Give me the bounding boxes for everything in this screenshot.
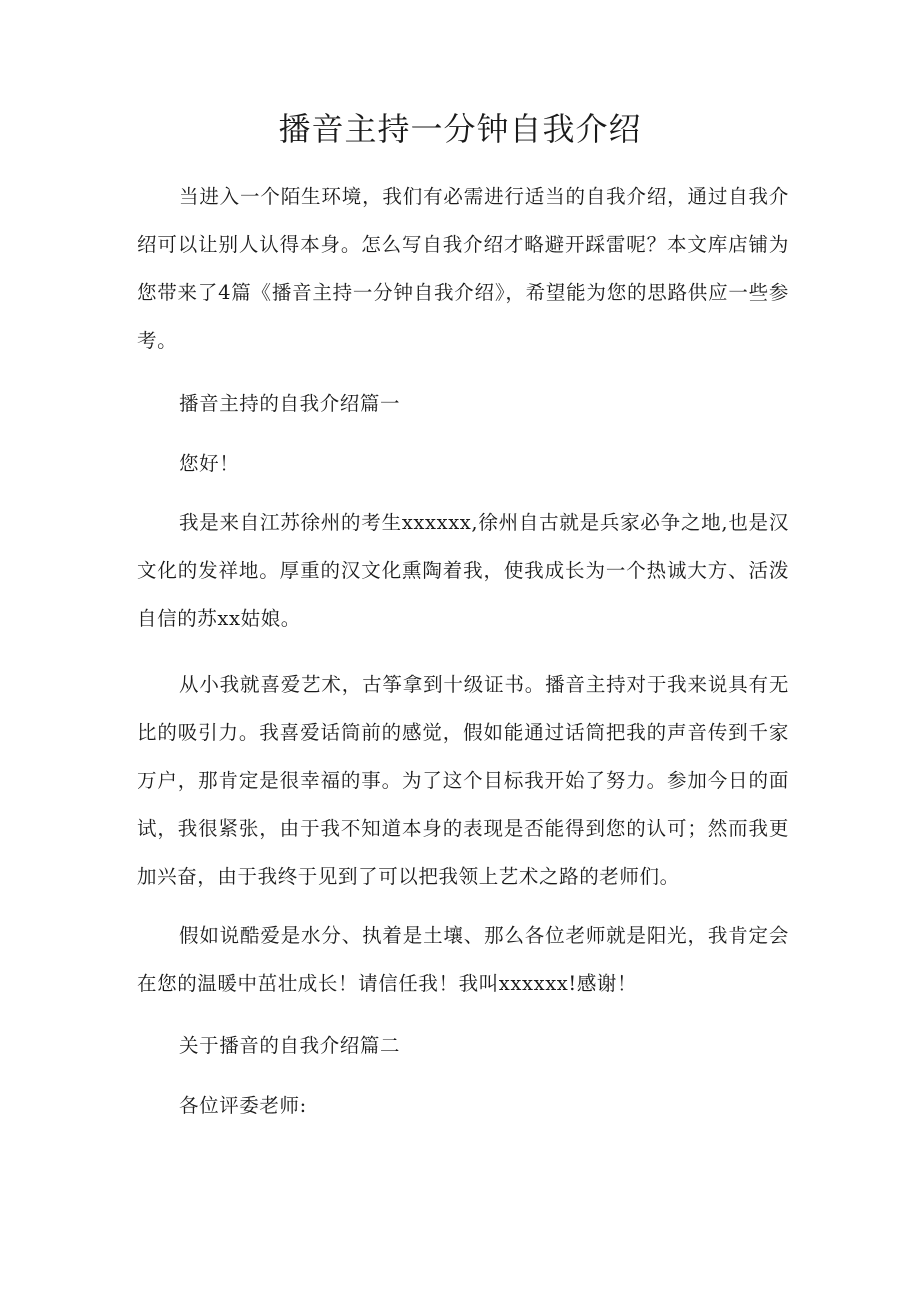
document-title: 播音主持一分钟自我介绍 [278, 110, 642, 148]
section1-greeting: 您好！ [179, 452, 240, 475]
section2-greeting: 各位评委老师: [179, 1094, 307, 1117]
section1-paragraph-2: 从小我就喜爱艺术，古筝拿到十级证书。播音主持对于我来说具有无比的吸引力。我喜爱话筒前的感觉，假如能通过话筒把我的声音传到千家万户，那肯定是很幸福的事。为了这个目标我开始了努力。参加今日的面试，我很紧张，由于我不知道本身的表现是否能得到您的认可；然而我更加兴奋，由于我终于见到了可以把我领上艺术之路的老师们。 [137, 673, 789, 888]
section2-heading: 关于播音的自我介绍篇二 [179, 1034, 401, 1057]
section1-paragraph-3: 假如说酷爱是水分、执着是土壤、那么各位老师就是阳光，我肯定会在您的温暖中茁壮成长！请信任我！我叫xxxxxx!感谢！ [137, 924, 789, 995]
section1-paragraph-1: 我是来自江苏徐州的考生xxxxxx,徐州自古就是兵家必争之地,也是汉文化的发祥地。厚重的汉文化熏陶着我，使我成长为一个热诚大方、活泼自信的苏xx姑娘。 [137, 511, 789, 630]
intro-paragraph: 当进入一个陌生环境，我们有必需进行适当的自我介绍，通过自我介绍可以让别人认得本身。怎么写自我介绍才略避开踩雷呢？本文库店铺为您带来了4篇《播音主持一分钟自我介绍》，希望能为您的思路供应一些参考。 [137, 185, 789, 352]
section1-heading: 播音主持的自我介绍篇一 [179, 392, 401, 415]
